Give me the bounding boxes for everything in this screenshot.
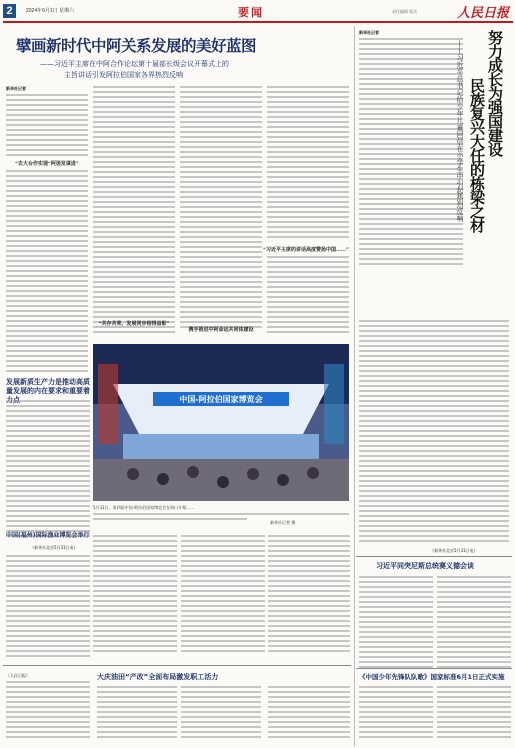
expo-photo (93, 344, 349, 501)
right-feature-footer: （新华社北京5月31日电） (430, 548, 478, 553)
date-line: 2024年6月1日 星期六 (26, 8, 75, 14)
bottom-story-3-col-2 (437, 576, 511, 671)
lower-left-col-2 (93, 535, 177, 655)
bottom-story-1-dateline: （人民日报） (6, 673, 30, 678)
right-feature-vertical-sub-visible (455, 40, 465, 340)
bottom-story-1-col-2 (97, 686, 177, 741)
lead-subhead-1: “去大台作实现“阿语发谋进” (15, 161, 79, 167)
left-story-2-title: 中国(福州)国际渔业博览会举行 (6, 532, 90, 539)
lower-left-col-4 (268, 535, 350, 655)
expo-photo-graphic (93, 344, 349, 501)
bottom-story-2-title: 《中国少年先锋队队歌》国家标准6月1日正式实施 (359, 673, 505, 681)
right-divider-1 (356, 556, 512, 557)
bottom-story-2-col-1 (359, 686, 433, 741)
photo-caption-lines (93, 513, 349, 523)
lower-left-col-1 (6, 555, 90, 660)
bottom-story-1-title: 大庆油田“产改”全面布局激发职工活力 (97, 673, 219, 681)
lead-subheadline-2: 主旨讲话引发阿拉伯国家各界热烈反响 (64, 71, 183, 79)
right-feature-body-top (359, 38, 463, 268)
lead-subhead-3: “习近平主席的讲话高度赞扬中国……” (263, 247, 349, 253)
left-story-1-dateline: （新华社北京5月31日电） (30, 545, 78, 550)
lower-divider (3, 665, 351, 666)
lead-col-1-a (6, 94, 88, 159)
right-column-rule (354, 26, 355, 746)
bottom-story-3-col-1 (359, 576, 433, 671)
lead-col-4 (267, 86, 349, 241)
right-feature-vertical-title-1: 努力成长为强国建设 (486, 30, 504, 156)
bottom-story-1-col-1 (6, 681, 90, 741)
photo-credit: 新华社记者 摄 (270, 520, 296, 525)
left-story-1-title: 发展新质生产力是推动高质量发展的内在要求和重要着 (6, 378, 90, 395)
lower-left-col-3 (181, 535, 265, 655)
page-number: 2 (6, 5, 13, 17)
bottom-story-1-col-4 (268, 686, 350, 741)
right-divider-2 (356, 668, 512, 669)
lead-headline: 擘画新时代中阿关系发展的美好蓝图 (16, 37, 257, 55)
right-feature-subtitle: ——习近平总书记给少年儿童回信在小学生中引起热烈反响 (456, 40, 464, 222)
right-feature-byline: 新华社记者 (359, 30, 379, 35)
lead-col-2 (93, 86, 175, 336)
section-title: 要闻 (238, 6, 264, 19)
lead-byline: 新华社记者 (6, 86, 26, 91)
bottom-story-2-col-2 (437, 686, 511, 741)
right-feature-vertical-title-2: 民族复兴大任的栋梁之材 (468, 78, 486, 232)
photo-caption: 5月31日，第四届中国-阿拉伯国家博览会在海口开幕…… (93, 505, 195, 510)
masthead-rule (3, 21, 513, 23)
bottom-story-3-title: 习近平同突尼斯总统赛义德会谈 (376, 562, 474, 570)
lead-col-4-b (267, 256, 349, 336)
lead-subhead-2: “共存共荣，发展同步相得益彰” (98, 321, 170, 327)
section-head-2: 携手推进中阿命运共同体建设 (188, 327, 254, 333)
lead-col-1-b (6, 170, 88, 375)
lead-subheadline-1: ——习近平主席在中阿合作论坛第十届部长级会议开幕式上的 (40, 60, 229, 68)
expo-sign: 中国-阿拉伯国家博览会 (179, 395, 263, 404)
bottom-story-1-col-3 (181, 686, 261, 741)
lead-col-3 (180, 86, 262, 331)
left-story-1-body (6, 400, 90, 540)
right-feature-body-bottom (359, 320, 509, 545)
masthead-logo: 人民日报 (457, 6, 510, 21)
right-meta: 责任编辑 版式 (392, 9, 418, 14)
page-number-badge (3, 4, 16, 18)
